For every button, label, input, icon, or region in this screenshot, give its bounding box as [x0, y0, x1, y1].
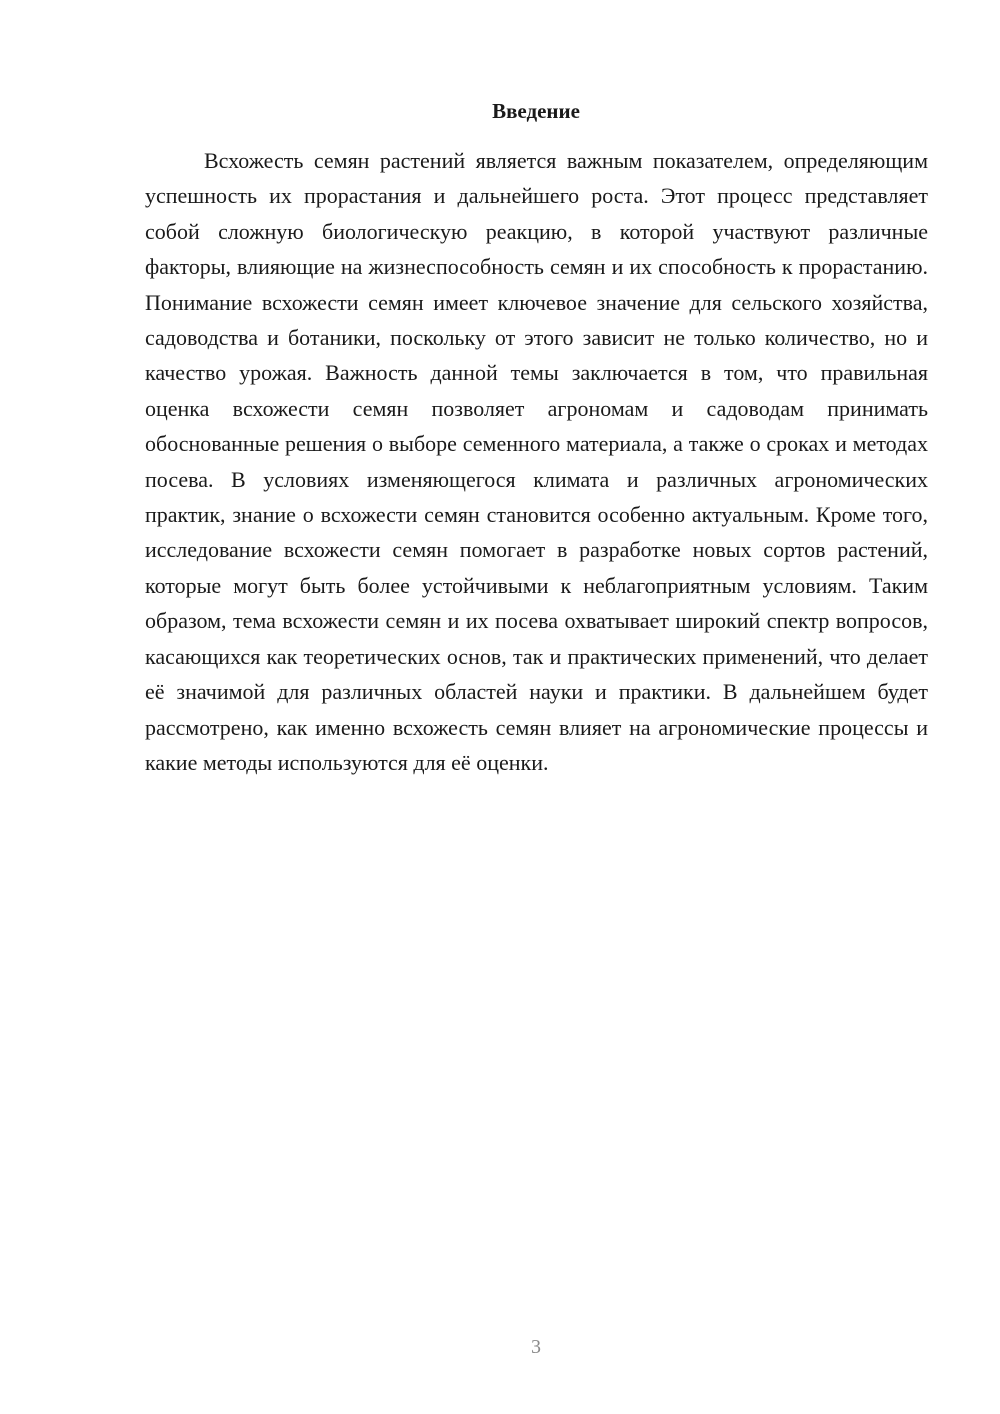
page-number: 3	[531, 1336, 541, 1358]
section-heading: Введение	[492, 99, 580, 123]
body-paragraph: Всхожесть семян растений является важным показателем, определяющим успешность их прорастания и дальнейшего роста. Этот процесс представляет собой сложную биологическую реакцию, в которой участвуют различные факторы, влияющие на жизнеспособность семян и их способность к прорастанию. Понимание всхожести семян имеет ключевое значение для сельского хозяйства, садоводства и ботаники, поскольку от этого зависит не только количество, но и качество урожая. Важность данной темы заключается в том, что правильная оценка всхожести семян позволяет агрономам и садоводам принимать обоснованные решения о выборе семенного материала, а также о сроках и методах посева. В условиях изменяющегося климата и различных агрономических практик, знание о всхожести семян становится особенно актуальным. Кроме того, исследование всхожести семян помогает в разработке новых сортов растений, которые могут быть более устойчивыми к неблагоприятным условиям. Таким образом, тема всхожести семян и их посева охватывает широкий спектр вопросов, касающихся как теоретических основ, так и практических применений, что делает её значимой для различных областей науки и практики. В дальнейшем будет рассмотрено, как именно всхожесть семян влияет на агрономические процессы и какие методы используются для её оценки.	[145, 148, 928, 775]
